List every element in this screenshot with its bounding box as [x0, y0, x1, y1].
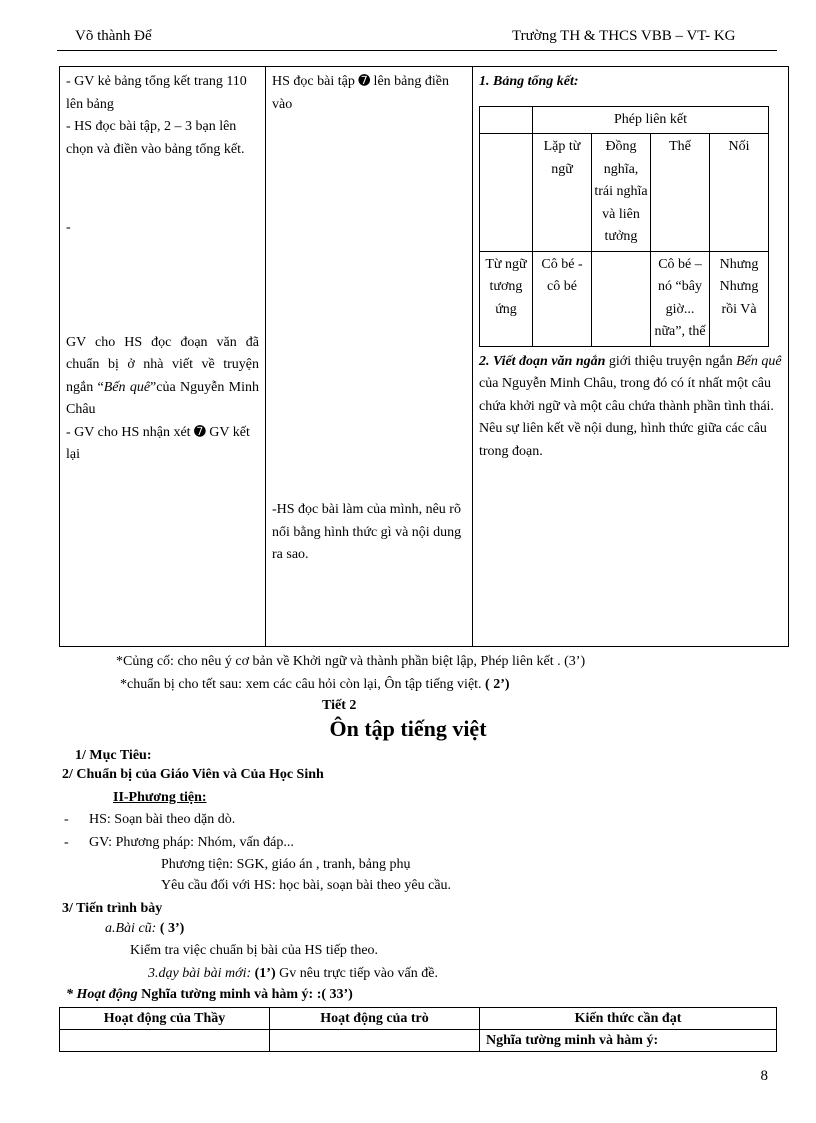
section-muctieu: 1/ Mục Tiêu:	[75, 748, 152, 763]
td-tro	[270, 1030, 480, 1052]
th-thay: Hoạt động của Thầy	[60, 1008, 270, 1030]
section-tientrinh: 3/ Tiến trình bày	[62, 901, 163, 916]
section-chuanbi: 2/ Chuẩn bị của Giáo Viên và Của Học Sinh	[62, 767, 324, 782]
activity-table	[59, 66, 789, 647]
section-phuongtien: II-Phương tiện:	[113, 790, 207, 805]
item-phuongtien: Phương tiện: SGK, giáo án , tranh, bảng phụ	[161, 857, 411, 872]
summary-corner	[480, 106, 533, 134]
teacher-step-2: - HS đọc bài tập, 2 – 3 bạn lên chọn và điền vào bảng tổng kết.	[66, 119, 245, 157]
th-kienthuc: Kiến thức cần đạt	[480, 1008, 777, 1030]
item-hs: HS: Soạn bài theo dặn dò.	[89, 812, 236, 827]
student-step-2: -HS đọc bài làm của mình, nêu rõ nổi bằng hình thức gì và nội dung ra sao.	[272, 502, 462, 562]
teacher-step-3: GV cho HS đọc đoạn văn đã chuẩn bị ở nhà viết về truyện ngắn “Bến quê”của Nguyễn Minh Châu	[66, 334, 259, 417]
heading-summary: 1. Bảng tổng kết:	[479, 74, 579, 89]
sub-noi: Nối	[710, 134, 769, 252]
bullet-dash-1: -	[64, 812, 69, 827]
cell-lap: Cô bé - cô bé	[533, 251, 592, 346]
summary-table	[479, 106, 769, 347]
lesson-tiet: Tiết 2	[322, 698, 357, 713]
item-yeucau: Yêu cầu đối với HS: học bài, soạn bài theo yêu cầu.	[161, 878, 452, 893]
sub-dongnghia: Đồng nghĩa, trái nghĩa và liên tưởng	[592, 134, 651, 252]
note-chuanbi: *chuẩn bị cho tết sau: xem các câu hỏi còn lại, Ôn tập tiếng việt. ( 2’)	[120, 677, 510, 692]
item-hoatdong: * Hoạt động Nghĩa tường minh và hàm ý: :( 33’)	[66, 987, 353, 1002]
header-school: Trường TH & THCS VBB – VT- KG	[512, 28, 736, 44]
item-baicu: a.Bài cũ: ( 3’)	[105, 921, 185, 936]
bullet-dash-2: -	[64, 835, 69, 850]
page-number: 8	[760, 1068, 768, 1084]
item-gv: GV: Phương pháp: Nhóm, vấn đáp...	[89, 835, 294, 850]
bottom-table	[59, 1007, 777, 1052]
knowledge-column	[473, 67, 789, 647]
th-tro: Hoạt động của trò	[270, 1008, 480, 1030]
sub-the: Thế	[651, 134, 710, 252]
header-author: Võ thành Để	[75, 28, 152, 44]
teacher-step-1: - GV kẻ bảng tổng kết trang 110 lên bảng	[66, 74, 247, 112]
row-label: Từ ngữ tương ứng	[480, 251, 533, 346]
student-column	[266, 67, 473, 647]
item-kiemtra: Kiểm tra việc chuẩn bị bài của HS tiếp theo.	[130, 943, 379, 958]
td-kienthuc: Nghĩa tường minh và hàm ý:	[480, 1030, 777, 1052]
teacher-step-4: - GV cho HS nhận xét ➐ GV kết lại	[66, 424, 250, 462]
td-thay	[60, 1030, 270, 1052]
teacher-dash: -	[66, 220, 71, 235]
cell-noi: Nhưng Nhưng rồi Và	[710, 251, 769, 346]
sub-lap: Lặp từ ngữ	[533, 134, 592, 252]
summary-corner-2	[480, 134, 533, 252]
teacher-column	[60, 67, 266, 647]
note-cungco: *Củng cố: cho nêu ý cơ bản về Khởi ngữ và thành phần biệt lập, Phép liên kết . (3’)	[116, 654, 586, 669]
summary-header: Phép liên kết	[533, 106, 769, 134]
cell-dongnghia	[592, 251, 651, 346]
header-divider	[57, 50, 777, 51]
cell-the: Cô bé – nó “bây giờ... nữa”, thế	[651, 251, 710, 346]
item-daybai: 3.dạy bài bài mới: (1’) Gv nêu trực tiếp vào vấn đề.	[148, 966, 438, 981]
student-step-1: HS đọc bài tập ➐ lên bảng điền vào	[272, 74, 449, 112]
lesson-title: Ôn tập tiếng việt	[329, 716, 487, 741]
paragraph-task: 2. Viết đoạn văn ngắn giới thiệu truyện ngắn Bến quê của Nguyễn Minh Châu, trong đó có ít nhất một câu chứa khởi ngữ và một câu chứa thành phần tình thái. Nêu sự liên kết về nội dung, hình thức giữa các câu trong đoạn.	[479, 353, 782, 459]
